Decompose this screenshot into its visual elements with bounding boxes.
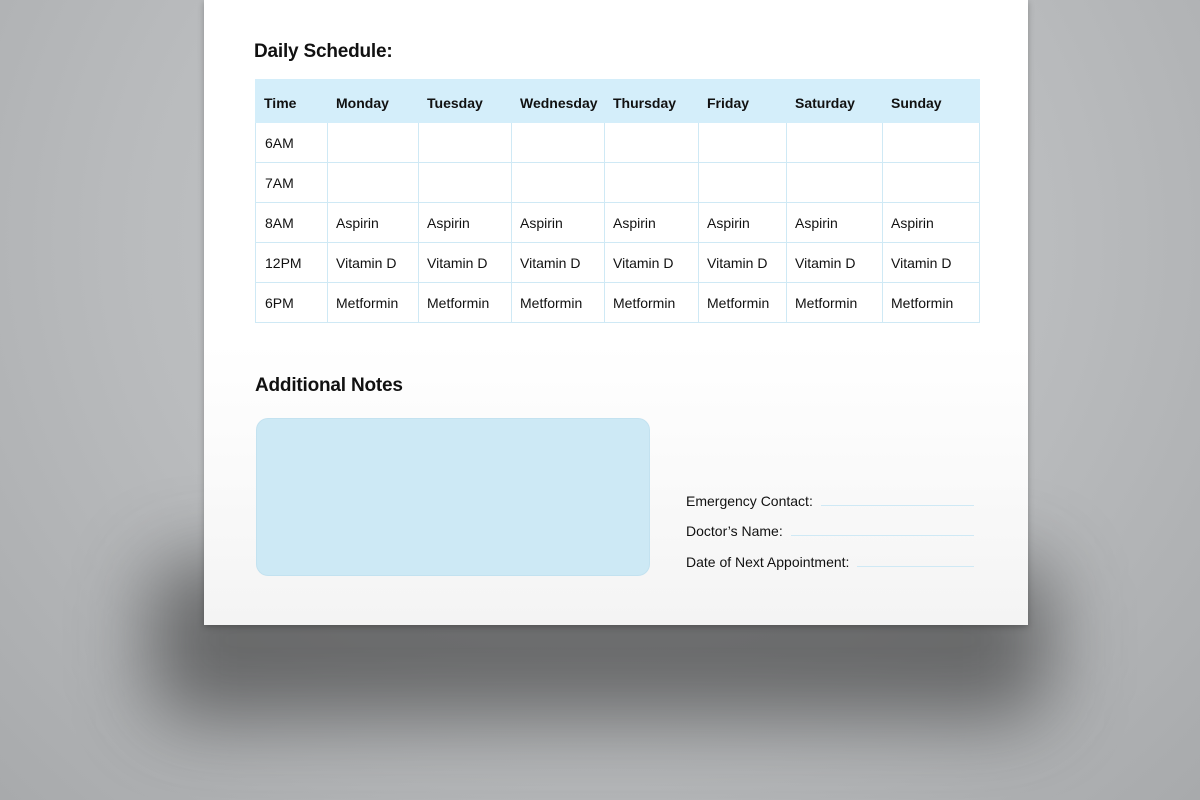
time-cell: 6AM — [256, 123, 328, 163]
schedule-cell[interactable] — [512, 163, 605, 203]
daily-schedule-title: Daily Schedule: — [254, 41, 393, 62]
time-cell: 8AM — [256, 203, 328, 243]
document-page — [204, 0, 1028, 625]
next-appointment-line[interactable] — [857, 566, 974, 567]
table-header-row — [256, 80, 980, 123]
doctor-name-row — [686, 509, 986, 540]
emergency-contact-line[interactable] — [821, 505, 974, 506]
column-header-time: Time — [256, 80, 328, 123]
schedule-cell[interactable] — [699, 163, 787, 203]
table-row — [256, 243, 980, 283]
next-appointment-label: Date of Next Appointment: — [686, 553, 850, 570]
schedule-cell[interactable]: Metformin — [883, 283, 980, 323]
column-header-tuesday: Tuesday — [419, 80, 512, 123]
schedule-cell[interactable] — [328, 163, 419, 203]
schedule-cell[interactable]: Metformin — [419, 283, 512, 323]
column-header-friday: Friday — [699, 80, 787, 123]
schedule-cell[interactable]: Vitamin D — [512, 243, 605, 283]
schedule-cell[interactable] — [787, 123, 883, 163]
emergency-contact-label: Emergency Contact: — [686, 492, 813, 509]
schedule-cell[interactable] — [328, 123, 419, 163]
schedule-table — [255, 79, 980, 323]
schedule-cell[interactable] — [419, 123, 512, 163]
time-cell: 12PM — [256, 243, 328, 283]
schedule-cell[interactable] — [419, 163, 512, 203]
column-header-monday: Monday — [328, 80, 419, 123]
time-cell: 7AM — [256, 163, 328, 203]
contact-fields — [686, 478, 986, 570]
schedule-cell[interactable] — [605, 163, 699, 203]
additional-notes-title: Additional Notes — [255, 375, 403, 396]
emergency-contact-row — [686, 478, 986, 509]
schedule-cell[interactable]: Aspirin — [328, 203, 419, 243]
schedule-cell[interactable] — [883, 123, 980, 163]
schedule-cell[interactable]: Vitamin D — [605, 243, 699, 283]
schedule-cell[interactable] — [512, 123, 605, 163]
schedule-cell[interactable]: Vitamin D — [787, 243, 883, 283]
schedule-cell[interactable] — [699, 123, 787, 163]
column-header-wednesday: Wednesday — [512, 80, 605, 123]
schedule-cell[interactable]: Vitamin D — [699, 243, 787, 283]
schedule-cell[interactable]: Vitamin D — [883, 243, 980, 283]
time-cell: 6PM — [256, 283, 328, 323]
schedule-cell[interactable] — [605, 123, 699, 163]
table-row — [256, 283, 980, 323]
schedule-cell[interactable]: Vitamin D — [419, 243, 512, 283]
schedule-cell[interactable]: Aspirin — [512, 203, 605, 243]
table-row — [256, 203, 980, 243]
next-appointment-row — [686, 539, 986, 570]
table-row — [256, 123, 980, 163]
column-header-saturday: Saturday — [787, 80, 883, 123]
schedule-cell[interactable]: Aspirin — [787, 203, 883, 243]
column-header-sunday: Sunday — [883, 80, 980, 123]
column-header-thursday: Thursday — [605, 80, 699, 123]
schedule-cell[interactable]: Aspirin — [419, 203, 512, 243]
table-row — [256, 163, 980, 203]
schedule-cell[interactable]: Metformin — [512, 283, 605, 323]
schedule-cell[interactable]: Aspirin — [699, 203, 787, 243]
schedule-cell[interactable]: Metformin — [787, 283, 883, 323]
doctor-name-line[interactable] — [791, 535, 974, 536]
schedule-cell[interactable]: Metformin — [328, 283, 419, 323]
additional-notes-box[interactable] — [256, 418, 650, 576]
schedule-cell[interactable]: Metformin — [699, 283, 787, 323]
schedule-cell[interactable]: Aspirin — [883, 203, 980, 243]
schedule-cell[interactable]: Metformin — [605, 283, 699, 323]
schedule-cell[interactable] — [787, 163, 883, 203]
schedule-cell[interactable]: Vitamin D — [328, 243, 419, 283]
schedule-cell[interactable]: Aspirin — [605, 203, 699, 243]
doctor-name-label: Doctor’s Name: — [686, 523, 783, 539]
schedule-cell[interactable] — [883, 163, 980, 203]
